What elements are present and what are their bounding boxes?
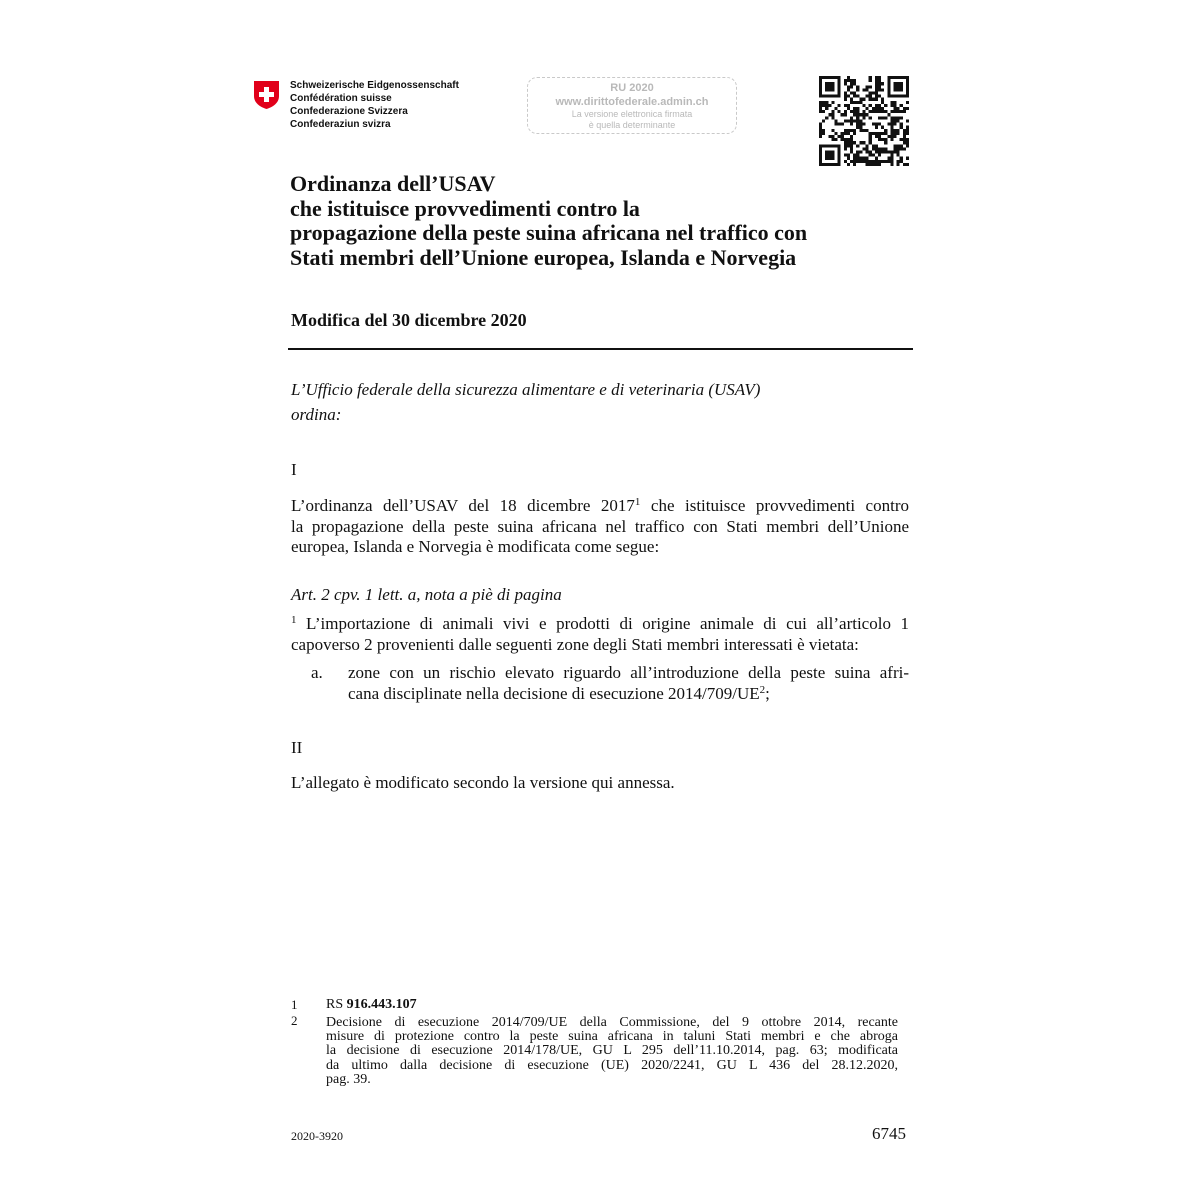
paragraph-line xyxy=(291,496,909,517)
preamble xyxy=(291,380,760,430)
paragraph-line: capoverso 2 provenienti dalle seguenti zone degli Stati membri interessati è vietata: xyxy=(291,634,859,654)
paragraph-line: la propagazione della peste suina africana nel traffico con Stati membri dell’Unione xyxy=(291,516,909,536)
confederation-name-de: Schweizerische Eidgenossenschaft xyxy=(290,80,459,91)
swiss-cross-icon xyxy=(253,80,280,110)
text-run: L’importazione di animali vivi e prodotti di origine animale di cui all’articolo 1 xyxy=(296,614,909,633)
article-heading: Art. 2 cpv. 1 lett. a, nota a piè di pagina xyxy=(291,585,562,604)
confederation-name-it: Confederazione Svizzera xyxy=(290,106,408,117)
page-number: 6745 xyxy=(872,1124,906,1143)
footnote-number: 1 xyxy=(291,997,298,1012)
footnote-line: pag. 39. xyxy=(326,1071,371,1087)
title-line: Stati membri dell’Unione europea, Islanda e Norvegia xyxy=(290,244,797,270)
footnote-sr-number[interactable]: 916.443.107 xyxy=(346,997,417,1012)
official-publication-stamp xyxy=(527,77,737,134)
section-heading-2: II xyxy=(291,738,303,757)
section-heading-1: I xyxy=(291,460,297,479)
preamble-authority: L’Ufficio federale della sicurezza alimentare e di veterinaria (USAV) xyxy=(291,380,761,399)
footnote-ref-2[interactable]: 2 xyxy=(759,683,766,696)
text-run: cana disciplinate nella decisione di esecuzione 2014/709/UE xyxy=(348,683,760,703)
qr-code-icon xyxy=(819,76,909,166)
title-line: che istituisce provvedimenti contro la xyxy=(290,195,640,221)
annex-paragraph: L’allegato è modificato secondo la versione qui annessa. xyxy=(291,773,675,792)
title-divider xyxy=(288,348,913,350)
document-number: 2020-3920 xyxy=(291,1129,343,1143)
footnote-2 xyxy=(326,1016,898,1087)
title-line: propagazione della peste suina africana nel traffico con xyxy=(290,220,808,245)
stamp-note-1: La versione elettronica firmata xyxy=(571,109,693,119)
list-item-letter: a. xyxy=(311,663,323,682)
stamp-note-2: è quella determinante xyxy=(588,120,676,130)
article-paragraph xyxy=(291,614,909,655)
paragraph-line xyxy=(348,684,909,705)
paragraph-line xyxy=(291,614,909,635)
footnote-1 xyxy=(326,998,417,1012)
stamp-collection: RU 2020 xyxy=(610,82,654,94)
text-run: che istituisce provvedimenti contro xyxy=(640,496,909,515)
footnote-number: 2 xyxy=(291,1013,298,1028)
stamp-url: www.dirittofederale.admin.ch xyxy=(555,96,709,108)
page-title xyxy=(290,172,930,270)
paragraph-line: zone con un rischio elevato riguardo all’introduzione della peste suina afri- xyxy=(348,663,909,682)
footnote-line: da ultimo dalla decisione di esecuzione (UE) 2020/2241, GU L 436 del 28.12.2020, xyxy=(326,1057,898,1073)
paragraph-line: europea, Islanda e Norvegia è modificata come segue: xyxy=(291,537,660,556)
confederation-name-rm: Confederaziun svizra xyxy=(290,119,391,130)
list-item xyxy=(348,663,909,704)
text-run: L’ordinanza dell’USAV del 18 dicembre 2017 xyxy=(291,496,635,515)
footnote-line: misure di protezione contro la peste suina africana in taluni Stati membri e che abroga xyxy=(326,1029,898,1045)
footnote-ref-1[interactable]: 1 xyxy=(634,496,641,508)
title-line: Ordinanza dell’USAV xyxy=(290,171,496,196)
footnote-line: Decisione di esecuzione 2014/709/UE della Commissione, del 9 ottobre 2014, recante xyxy=(326,1015,898,1030)
amendment-intro-paragraph xyxy=(291,496,909,558)
confederation-name-fr: Confédération suisse xyxy=(290,93,392,104)
confederation-names xyxy=(290,79,459,131)
paragraph-number: 1 xyxy=(291,614,297,626)
amendment-date: Modifica del 30 dicembre 2020 xyxy=(291,310,527,330)
text-run: ; xyxy=(765,683,770,703)
preamble-ordina: ordina: xyxy=(291,405,342,424)
footnote-prefix: RS xyxy=(326,997,347,1012)
footnote-line: la decisione di esecuzione 2014/178/UE, GU L 295 dell’11.10.2014, pag. 63; modificata xyxy=(326,1043,898,1059)
